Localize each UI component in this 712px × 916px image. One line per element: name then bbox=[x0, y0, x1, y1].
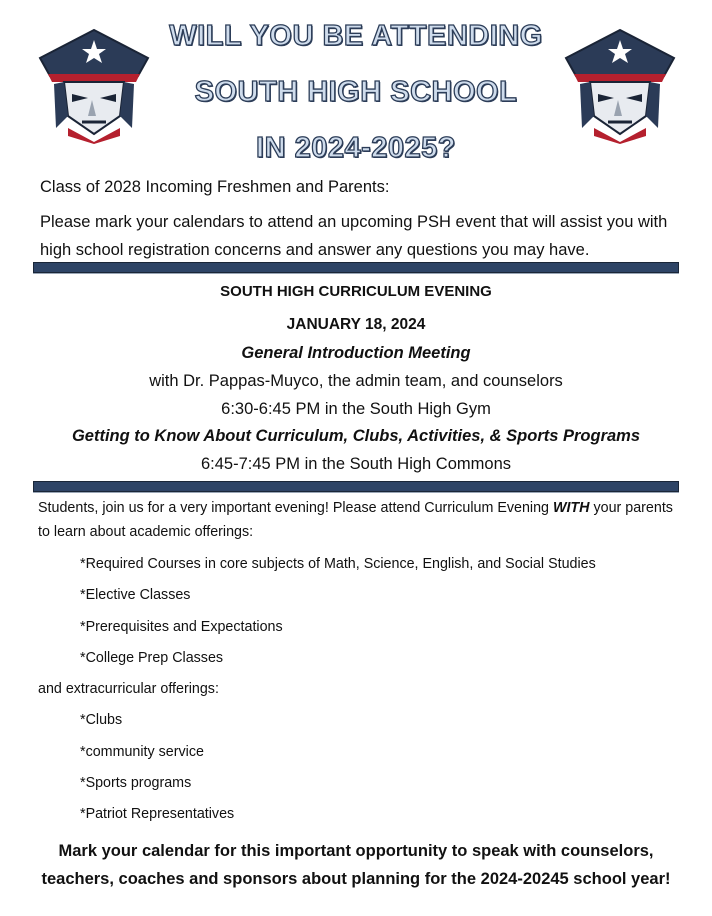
divider-bar-bottom bbox=[33, 481, 679, 492]
list-item: *Patriot Representatives bbox=[80, 806, 235, 822]
headline-line-2: SOUTH HIGH SCHOOL bbox=[194, 76, 518, 108]
audience-line: Class of 2028 Incoming Freshmen and Parents: bbox=[40, 178, 390, 196]
headline-line-1: WILL YOU BE ATTENDING bbox=[169, 20, 543, 52]
list-item: *Required Courses in core subjects of Math, Science, English, and Social Studies bbox=[80, 556, 596, 572]
extracurricular-label: and extracurricular offerings: bbox=[38, 681, 219, 697]
details-emphasis: WITH bbox=[552, 500, 590, 516]
details-text-before: Students, join us for a very important evening! Please attend Curriculum Evening bbox=[38, 500, 553, 516]
session-2-title: Getting to Know About Curriculum, Clubs, Activities, & Sports Programs bbox=[71, 427, 641, 445]
session-1-time: 6:30-6:45 PM in the South High Gym bbox=[221, 400, 491, 418]
divider-bar-top bbox=[33, 262, 679, 273]
event-title: SOUTH HIGH CURRICULUM EVENING bbox=[220, 283, 492, 300]
session-1-title: General Introduction Meeting bbox=[241, 344, 471, 362]
headline-line-3: IN 2024-2025? bbox=[256, 132, 456, 164]
intro-message: Please mark your calendars to attend an upcoming PSH event that will assist you with high school registration concerns and answer any questions you may have. bbox=[40, 213, 668, 259]
closing-line-1: Mark your calendar for this important opportunity to speak with counselors, bbox=[58, 842, 654, 860]
closing-line-2: teachers, coaches and sponsors about planning for the 2024-20245 school year! bbox=[41, 870, 671, 888]
list-item: *Clubs bbox=[80, 712, 123, 728]
session-1-detail: with Dr. Pappas-Muyco, the admin team, and counselors bbox=[149, 372, 563, 390]
list-item: *College Prep Classes bbox=[80, 650, 224, 666]
list-item: *Elective Classes bbox=[80, 587, 191, 603]
event-date: JANUARY 18, 2024 bbox=[286, 316, 426, 333]
list-item: *Prerequisites and Expectations bbox=[80, 619, 283, 635]
session-2-time: 6:45-7:45 PM in the South High Commons bbox=[201, 455, 511, 473]
details-paragraph bbox=[38, 496, 678, 544]
list-item: *Sports programs bbox=[80, 775, 192, 791]
details-text-after: your parents to learn about academic offerings: bbox=[38, 500, 673, 540]
list-item: *community service bbox=[80, 744, 204, 760]
closing-message bbox=[0, 837, 712, 893]
